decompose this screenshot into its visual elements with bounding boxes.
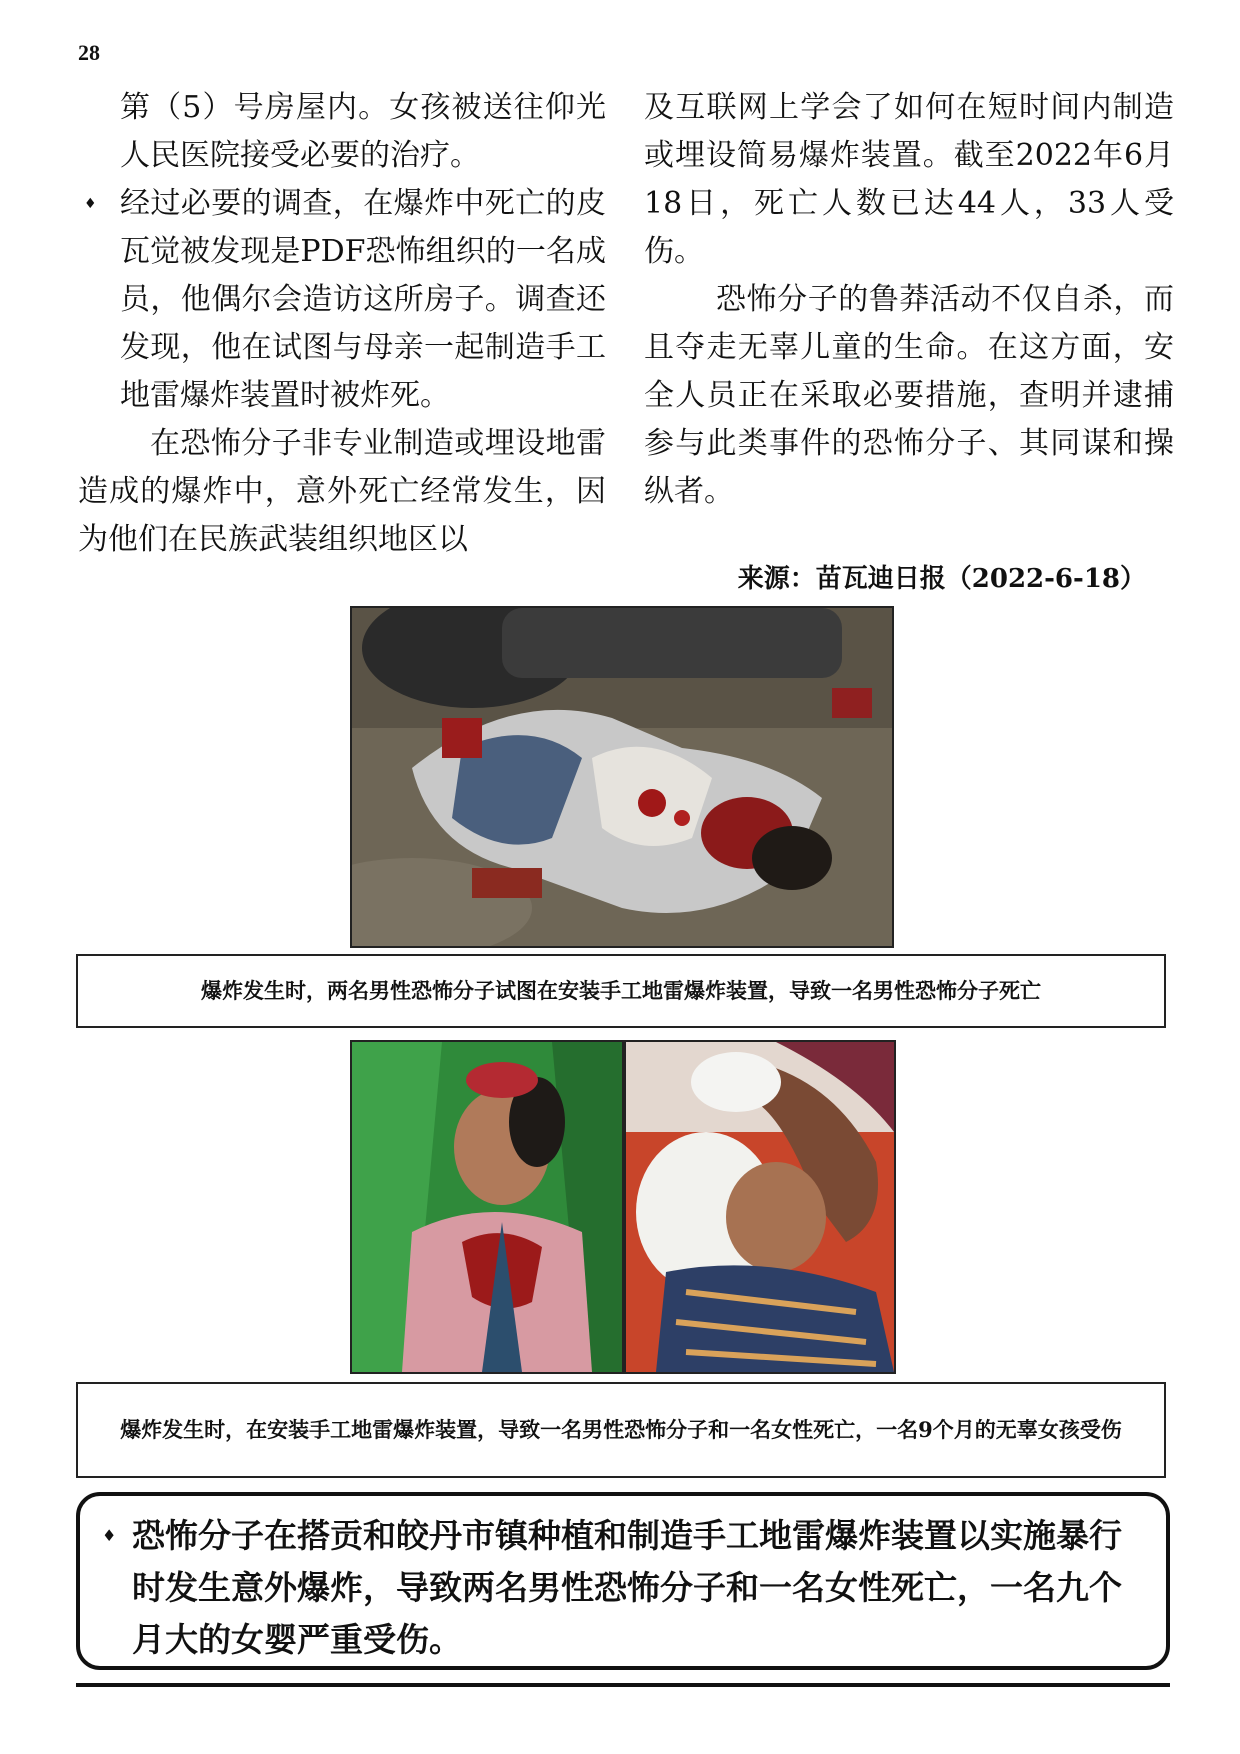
right-paragraph: 恐怖分子的鲁莽活动不仅自杀，而且夺走无辜儿童的生命。在这方面，安全人员正在采取必要措施，查明并逮捕参与此类事件的恐怖分子、其同谋和操纵者。 xyxy=(644,282,1174,509)
bottom-rule-divider xyxy=(76,1683,1170,1687)
photo-blast-scene xyxy=(350,606,894,948)
photo-victim-woman xyxy=(350,1040,624,1374)
photo1-caption xyxy=(76,954,1166,1028)
left-continuation-text: 第（5）号房屋内。女孩被送往仰光人民医院接受必要的治疗。 xyxy=(120,90,606,173)
photo-injured-infant xyxy=(624,1040,896,1374)
photo1-caption-text: 爆炸发生时，两名男性恐怖分子试图在安装手工地雷爆炸装置，导致一名男性恐怖分子死亡 xyxy=(201,978,1041,1003)
summary-callout-text: 恐怖分子在搭贡和皎丹市镇种植和制造手工地雷爆炸装置以实施暴行时发生意外爆炸，导致两名男性恐怖分子和一名女性死亡，一名九个月大的女婴严重受伤。 xyxy=(132,1516,1122,1659)
right-column xyxy=(644,84,1174,516)
photo2-caption xyxy=(76,1382,1166,1478)
left-bullet-paragraph xyxy=(78,180,606,420)
left-column xyxy=(78,84,606,564)
bullet-icon: ♦ xyxy=(102,1526,117,1545)
summary-callout-box xyxy=(76,1492,1170,1670)
left-paragraph: 在恐怖分子非专业制造或埋设地雷造成的爆炸中，意外死亡经常发生，因为他们在民族武装组织地区以 xyxy=(78,426,606,557)
photo2-caption-text: 爆炸发生时，在安装手工地雷爆炸装置，导致一名男性恐怖分子和一名女性死亡，一名9个月的无辜女孩受伤 xyxy=(120,1417,1122,1442)
bullet-icon: ♦ xyxy=(84,196,97,212)
page-number: 28 xyxy=(78,40,100,65)
right-continuation-text: 及互联网上学会了如何在短时间内制造或埋设简易爆炸装置。截至2022年6月18日，死亡人数已达44人，33人受伤。 xyxy=(644,90,1174,269)
source-citation: 来源：苗瓦迪日报（2022-6-18） xyxy=(737,564,1146,594)
left-bullet-text: 经过必要的调查，在爆炸中死亡的皮瓦觉被发现是PDF恐怖组织的一名成员，他偶尔会造访这所房子。调查还发现，他在试图与母亲一起制造手工地雷爆炸装置时被炸死。 xyxy=(120,186,606,413)
